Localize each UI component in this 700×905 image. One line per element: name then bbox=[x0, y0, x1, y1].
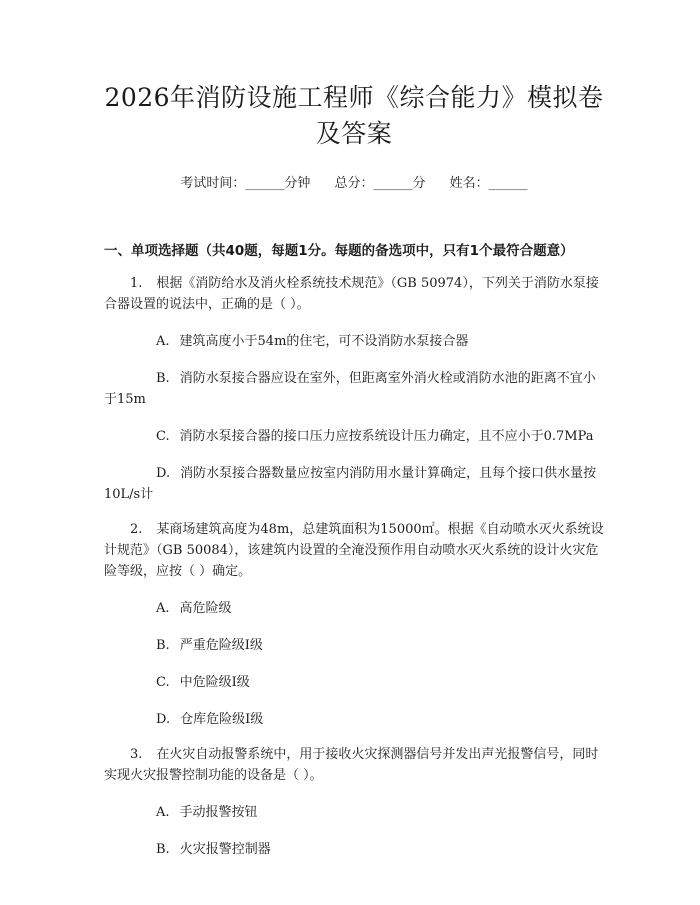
exam-meta bbox=[104, 172, 604, 191]
option-letter: D. bbox=[156, 712, 171, 727]
option-1b bbox=[104, 368, 604, 410]
option-1d bbox=[104, 463, 604, 505]
option-text: 火灾报警控制器 bbox=[179, 842, 271, 857]
option-text: 消防水泵接合器应设在室外，但距离室外消火栓或消防水池的距离不宜小于15m bbox=[104, 371, 596, 407]
question-text: 根据《消防给水及消火栓系统技术规范》（GB 50974），下列关于消防水泵接合器设置的说法中，正确的是（ ）。 bbox=[104, 276, 599, 312]
option-text: 严重危险级Ⅰ级 bbox=[179, 638, 263, 653]
option-2c bbox=[104, 672, 604, 693]
exam-time: 考试时间：______分钟 bbox=[180, 176, 311, 191]
question-3 bbox=[104, 744, 604, 786]
option-text: 消防水泵接合器的接口压力应按系统设计压力确定，且不应小于0.7MPa bbox=[179, 429, 594, 444]
question-number: 3. bbox=[130, 747, 143, 762]
option-3b bbox=[104, 839, 604, 860]
section-heading: 一、单项选择题（共40题，每题1分。每题的备选项中，只有1个最符合题意） bbox=[104, 243, 574, 259]
exam-name-field: 姓名：______ bbox=[449, 176, 528, 191]
exam-total-score: 总分：______分 bbox=[334, 176, 426, 191]
option-text: 高危险级 bbox=[179, 601, 232, 616]
option-text: 仓库危险级Ⅰ级 bbox=[180, 712, 264, 727]
question-text: 某商场建筑高度为48m，总建筑面积为15000㎡。根据《自动喷水灭火系统设计规范》（GB 50084），该建筑内设置的全淹没预作用自动喷水灭火系统的设计火灾危险等级，应按（ ）确定。 bbox=[104, 522, 604, 579]
option-text: 手动报警按钮 bbox=[179, 805, 258, 820]
option-3a bbox=[104, 802, 604, 823]
option-letter: C. bbox=[156, 429, 170, 444]
option-letter: C. bbox=[156, 675, 170, 690]
title-line-1: 2026年消防设施工程师《综合能力》模拟卷 bbox=[104, 83, 604, 112]
option-letter: A. bbox=[156, 601, 170, 616]
option-letter: B. bbox=[156, 371, 170, 386]
document-title bbox=[104, 80, 604, 152]
option-2a bbox=[104, 598, 604, 619]
option-2d bbox=[104, 709, 604, 730]
question-text: 在火灾自动报警系统中，用于接收火灾探测器信号并发出声光报警信号，同时实现火灾报警控制功能的设备是（ ）。 bbox=[104, 747, 599, 783]
option-1a bbox=[104, 331, 604, 352]
option-1c bbox=[104, 426, 604, 447]
title-line-2: 及答案 bbox=[315, 119, 393, 148]
option-text: 消防水泵接合器数量应按室内消防用水量计算确定，且每个接口供水量按10L/s计 bbox=[104, 466, 597, 502]
option-letter: A. bbox=[156, 805, 170, 820]
option-letter: B. bbox=[156, 842, 170, 857]
option-letter: D. bbox=[156, 466, 171, 481]
question-2 bbox=[104, 519, 604, 582]
question-number: 1. bbox=[130, 276, 143, 291]
question-1 bbox=[104, 273, 604, 315]
option-text: 中危险级Ⅰ级 bbox=[179, 675, 250, 690]
question-number: 2. bbox=[130, 522, 143, 537]
option-letter: A. bbox=[156, 334, 170, 349]
option-2b bbox=[104, 635, 604, 656]
option-letter: B. bbox=[156, 638, 170, 653]
option-text: 建筑高度小于54m的住宅，可不设消防水泵接合器 bbox=[179, 334, 469, 349]
